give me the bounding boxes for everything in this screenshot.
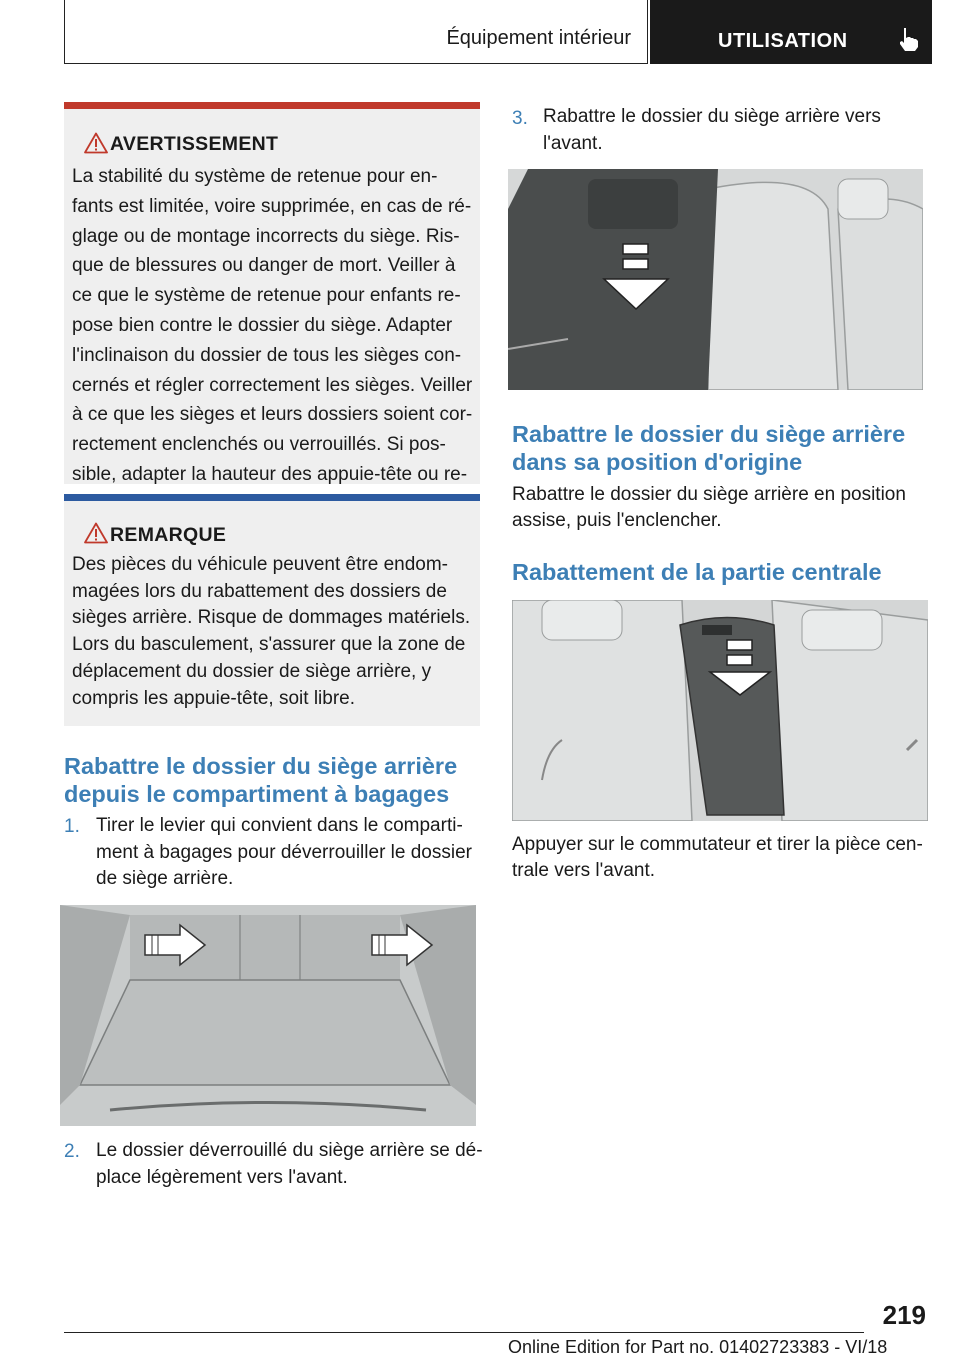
remark-line: Des pièces du véhicule peuvent être endom-: [72, 554, 449, 575]
trunk-illustration: [60, 905, 476, 1126]
step-2-text: [96, 1138, 483, 1191]
footer-edition: Online Edition for Part no. 01402723383 - VI/18: [508, 1337, 888, 1357]
step-number: 1.: [64, 816, 80, 837]
step-line: Le dossier déverrouillé du siège arrière se dé-: [96, 1140, 483, 1161]
step-number: 2.: [64, 1141, 80, 1162]
heading-line: Rabattre le dossier du siège arrière: [64, 753, 458, 779]
footer-divider: [64, 1332, 864, 1333]
seat-fold-illustration: [508, 169, 923, 390]
remark-line: sièges arrière. Risque de dommages matériels.: [72, 607, 471, 629]
heading-line: depuis le compartiment à bagages: [64, 781, 450, 807]
header-chapter-tab: [650, 0, 932, 64]
warning-title: AVERTISSEMENT: [110, 133, 279, 155]
page-number: 219: [882, 1300, 926, 1330]
warning-line: glage ou de montage incorrects du siège. Ris-: [72, 225, 460, 247]
step-line: l'avant.: [543, 132, 603, 154]
remark-line: déplacement du dossier de siège arrière, y: [72, 660, 432, 682]
header-section-title: Équipement intérieur: [446, 27, 631, 49]
heading-fold-from-trunk: [64, 752, 457, 808]
heading-line: Rabattre le dossier du siège arrière: [512, 421, 906, 447]
pointing-hand-icon: [896, 26, 920, 52]
step-line: Rabattre le dossier du siège arrière vers: [543, 106, 881, 127]
warning-triangle-icon: [84, 132, 108, 154]
text-line: assise, puis l'enclencher.: [512, 510, 722, 531]
warning-line: ce que le système de retenue pour enfants re-: [72, 285, 461, 307]
step-3-text: [543, 104, 881, 157]
warning-line: fants est limitée, voire supprimée, en cas de ré-: [72, 195, 472, 217]
center-section-text: [512, 832, 923, 884]
heading-original-position: [512, 420, 905, 476]
text-line: Rabattre le dossier du siège arrière en position: [512, 484, 906, 505]
warning-line: sible, adapter la hauteur des appuie-tête ou re-: [72, 463, 468, 485]
step-line: de siège arrière.: [96, 868, 234, 889]
warning-bar: [64, 102, 480, 109]
warning-line: La stabilité du système de retenue pour en-: [72, 166, 438, 187]
original-position-text: [512, 482, 906, 534]
warning-line: l'inclinaison du dossier de tous les sièges con-: [72, 344, 462, 366]
text-line: Appuyer sur le commutateur et tirer la pièce cen-: [512, 834, 923, 855]
warning-text: [72, 162, 476, 520]
remark-line: Lors du basculement, s'assurer que la zone de: [72, 634, 466, 656]
text-line: trale vers l'avant.: [512, 860, 656, 881]
heading-center-section: Rabattement de la partie centrale: [512, 559, 882, 585]
center-section-illustration: [512, 600, 928, 821]
step-1-text: [96, 813, 472, 893]
remark-bar: [64, 494, 480, 501]
remark-text: [72, 552, 476, 712]
remark-line: compris les appuie-tête, soit libre.: [72, 687, 356, 709]
remark-line: magées lors du rabattement des dossiers de: [72, 580, 447, 602]
warning-box: [64, 102, 480, 484]
step-number: 3.: [512, 108, 528, 129]
warning-line: rectement enclenchés ou verrouillés. Si pos-: [72, 434, 446, 456]
remark-title: REMARQUE: [110, 524, 227, 546]
heading-line: dans sa position d'origine: [512, 449, 803, 475]
step-line: Tirer le levier qui convient dans le comparti-: [96, 815, 463, 836]
header-section-tab: [64, 0, 648, 64]
warning-line: cernés et régler correctement les sièges. Veiller: [72, 374, 473, 396]
remark-box: [64, 494, 480, 726]
warning-triangle-icon: [84, 522, 108, 544]
warning-line: à ce que les sièges et leurs dossiers soient cor-: [72, 404, 473, 426]
warning-line: pose bien contre le dossier du siège. Adapter: [72, 314, 453, 336]
step-line: ment à bagages pour déverrouiller le dossier: [96, 841, 472, 863]
step-line: place légèrement vers l'avant.: [96, 1166, 348, 1188]
warning-line: que de blessures ou danger de mort. Veiller à: [72, 255, 456, 277]
header-chapter-title: UTILISATION: [718, 30, 848, 52]
